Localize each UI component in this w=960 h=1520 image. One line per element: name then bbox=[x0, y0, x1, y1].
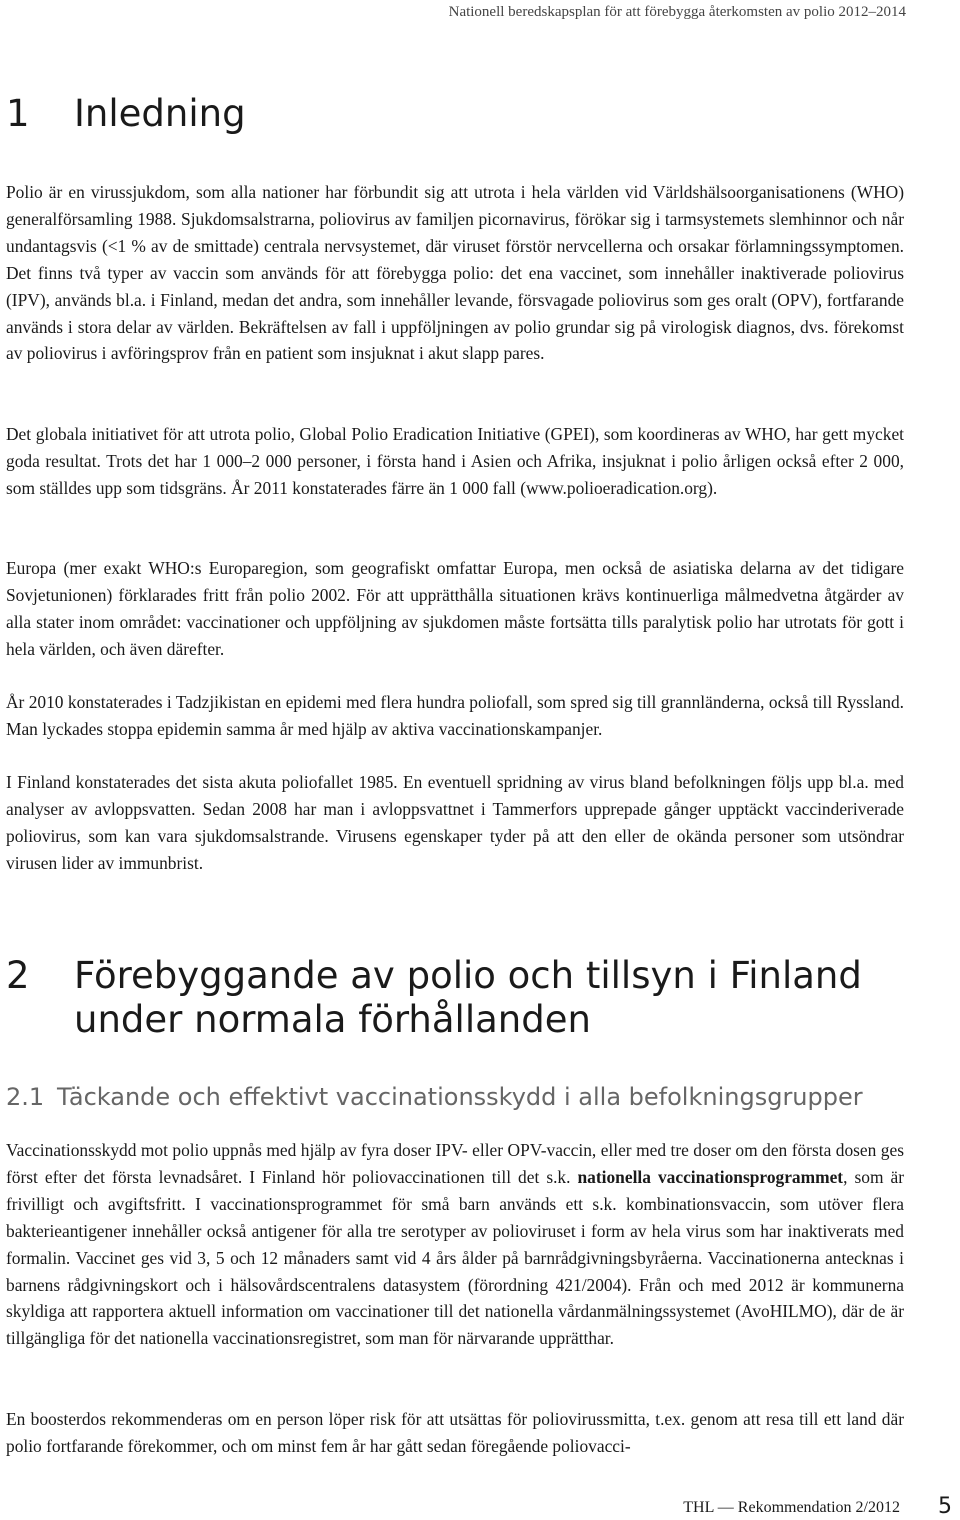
section-title: Inledning bbox=[74, 92, 246, 135]
section-2-heading bbox=[6, 954, 862, 1042]
paragraph-text: , som är frivilligt och avgiftsfritt. I vaccinationsprogrammet för små barn används ett s.k. kombinationsvaccin, som utöver flera bakterieantigener innehåller också antigener för alla tre serotyper av polioviruset i form av hela virus som har inaktiverats med formalin. Vaccinet ges vid 3, 5 och 12 månaders samt vid 4 års ålder på barnrådgivningsbyråerna. Vaccinationerna antecknas i barnens rådgivningskort och i hälsovårdscentralens datasystem (förordning 421/2004). Från och med 2012 är kommunerna skyldiga att rapportera aktuell information om vaccinationer till det nationella vårdanmälningssystemet (AvoHILMO), där de är tillgängliga för det nationella vaccinationsregistret, som man för närvarande upprätthar. bbox=[6, 1166, 904, 1349]
section-1-heading bbox=[6, 92, 246, 136]
paragraph: I Finland konstaterades det sista akuta poliofallet 1985. En eventuell spridning av virus bland befolkningen följs upp bl.a. med analyser av avloppsvatten. Sedan 2008 har man i avloppsvattnet i Tammerfors upprepade gånger upptäckt vaccinderiverade poliovirus, som kan vara sjukdomsalstrande. Virusens egenskaper tyder på att den eller de okända personer som utsöndrar virusen lider av immunbrist. bbox=[6, 772, 904, 873]
paragraph: Det globala initiativet för att utrota polio, Global Polio Eradication Initiative (GPEI), som koordineras av WHO, har gett mycket goda resultat. Trots det har 1 000–2 000 personer, i första hand i Asien och Afrika, insjuknat i polio årligen också efter 2 000, som ställdes upp som tidsgräns. År 2011 konstaterades färre än 1 000 fall (www.polioeradication.org). bbox=[6, 424, 904, 498]
subsection-2-1-heading bbox=[6, 1082, 863, 1112]
section-number: 2 bbox=[6, 954, 30, 997]
paragraph-text: Vaccinationsskydd mot polio uppnås med hjälp av fyra doser IPV- eller OPV-vaccin, eller med tre doser om den första dosen ges först efter det första levnadsåret. I Finland hör poliovaccinationen till det s.k. bbox=[6, 1140, 904, 1187]
paragraph: Polio är en virussjukdom, som alla nationer har förbundit sig att utrota i hela världen vid Världshälsoorganisationens (WHO) generalförsamling 1988. Sjukdomsalstrarna, poliovirus av familjen picornavirus, förökar sig i tarmsystemets slemhinnor och når undantagsvis (<1 % av de smittade) centrala nervsystemet, där viruset förstör nervcellerna och orsakar förlamningssymptomen. Det finns två typer av vaccin som används för att förebygga polio: det ena vaccinet, som innehåller inaktiverade poliovirus (IPV), används bl.a. i Finland, medan det andra, som innehåller levande, försvagade poliovirus som ges oralt (OPV), fortfarande används i stora delar av världen. Bekräftelsen av fall i uppföljningen av polio grundar sig på virologisk diagnos, dvs. förekomst av poliovirus i avföringsprov från en patient som insjuknat i akut slapp pares. bbox=[6, 182, 904, 364]
bold-term: nationella vaccinationsprogrammet bbox=[577, 1166, 844, 1187]
footer-publication: THL — Rekommendation 2/2012 bbox=[683, 1499, 900, 1516]
page-number: 5 bbox=[938, 1494, 952, 1519]
subsection-title: Täckande och effektivt vaccinationsskydd i alla befolkningsgrupper bbox=[57, 1083, 863, 1111]
running-head: Nationell beredskapsplan för att förebygga återkomsten av polio 2012–2014 bbox=[448, 4, 906, 20]
subsection-number: 2.1 bbox=[6, 1083, 45, 1111]
paragraph: År 2010 konstaterades i Tadzjikistan en epidemi med flera hundra poliofall, som spred sig till grannländerna, också till Ryssland. Man lyckades stoppa epidemin samma år med hjälp av aktiva vaccinationskampanjer. bbox=[6, 692, 904, 739]
section-number: 1 bbox=[6, 92, 30, 135]
section-title bbox=[74, 954, 862, 1042]
paragraph bbox=[6, 1137, 904, 1352]
paragraph: En boosterdos rekommenderas om en person löper risk för att utsättas för poliovirussmitta, t.ex. genom att resa till ett land där polio fortfarande förekommer, och om minst fem år har gått sedan föregående poliovacci- bbox=[6, 1409, 904, 1456]
paragraph: Europa (mer exakt WHO:s Europaregion, som geografiskt omfattar Europa, men också de asiatiska delarna av det tidigare Sovjetunionen) förklarades fritt från polio 2002. För att upprätthålla situationen krävs kontinuerliga målmedvetna åtgärder av alla stater inom området: vaccinationer och uppföljning av sjukdomen måste fortsätta tills paralytisk polio har utrotats för gott i hela världen, och även därefter. bbox=[6, 558, 904, 659]
section-title-line: under normala förhållanden bbox=[74, 998, 591, 1041]
section-title-line: Förebyggande av polio och tillsyn i Finland bbox=[74, 954, 862, 997]
